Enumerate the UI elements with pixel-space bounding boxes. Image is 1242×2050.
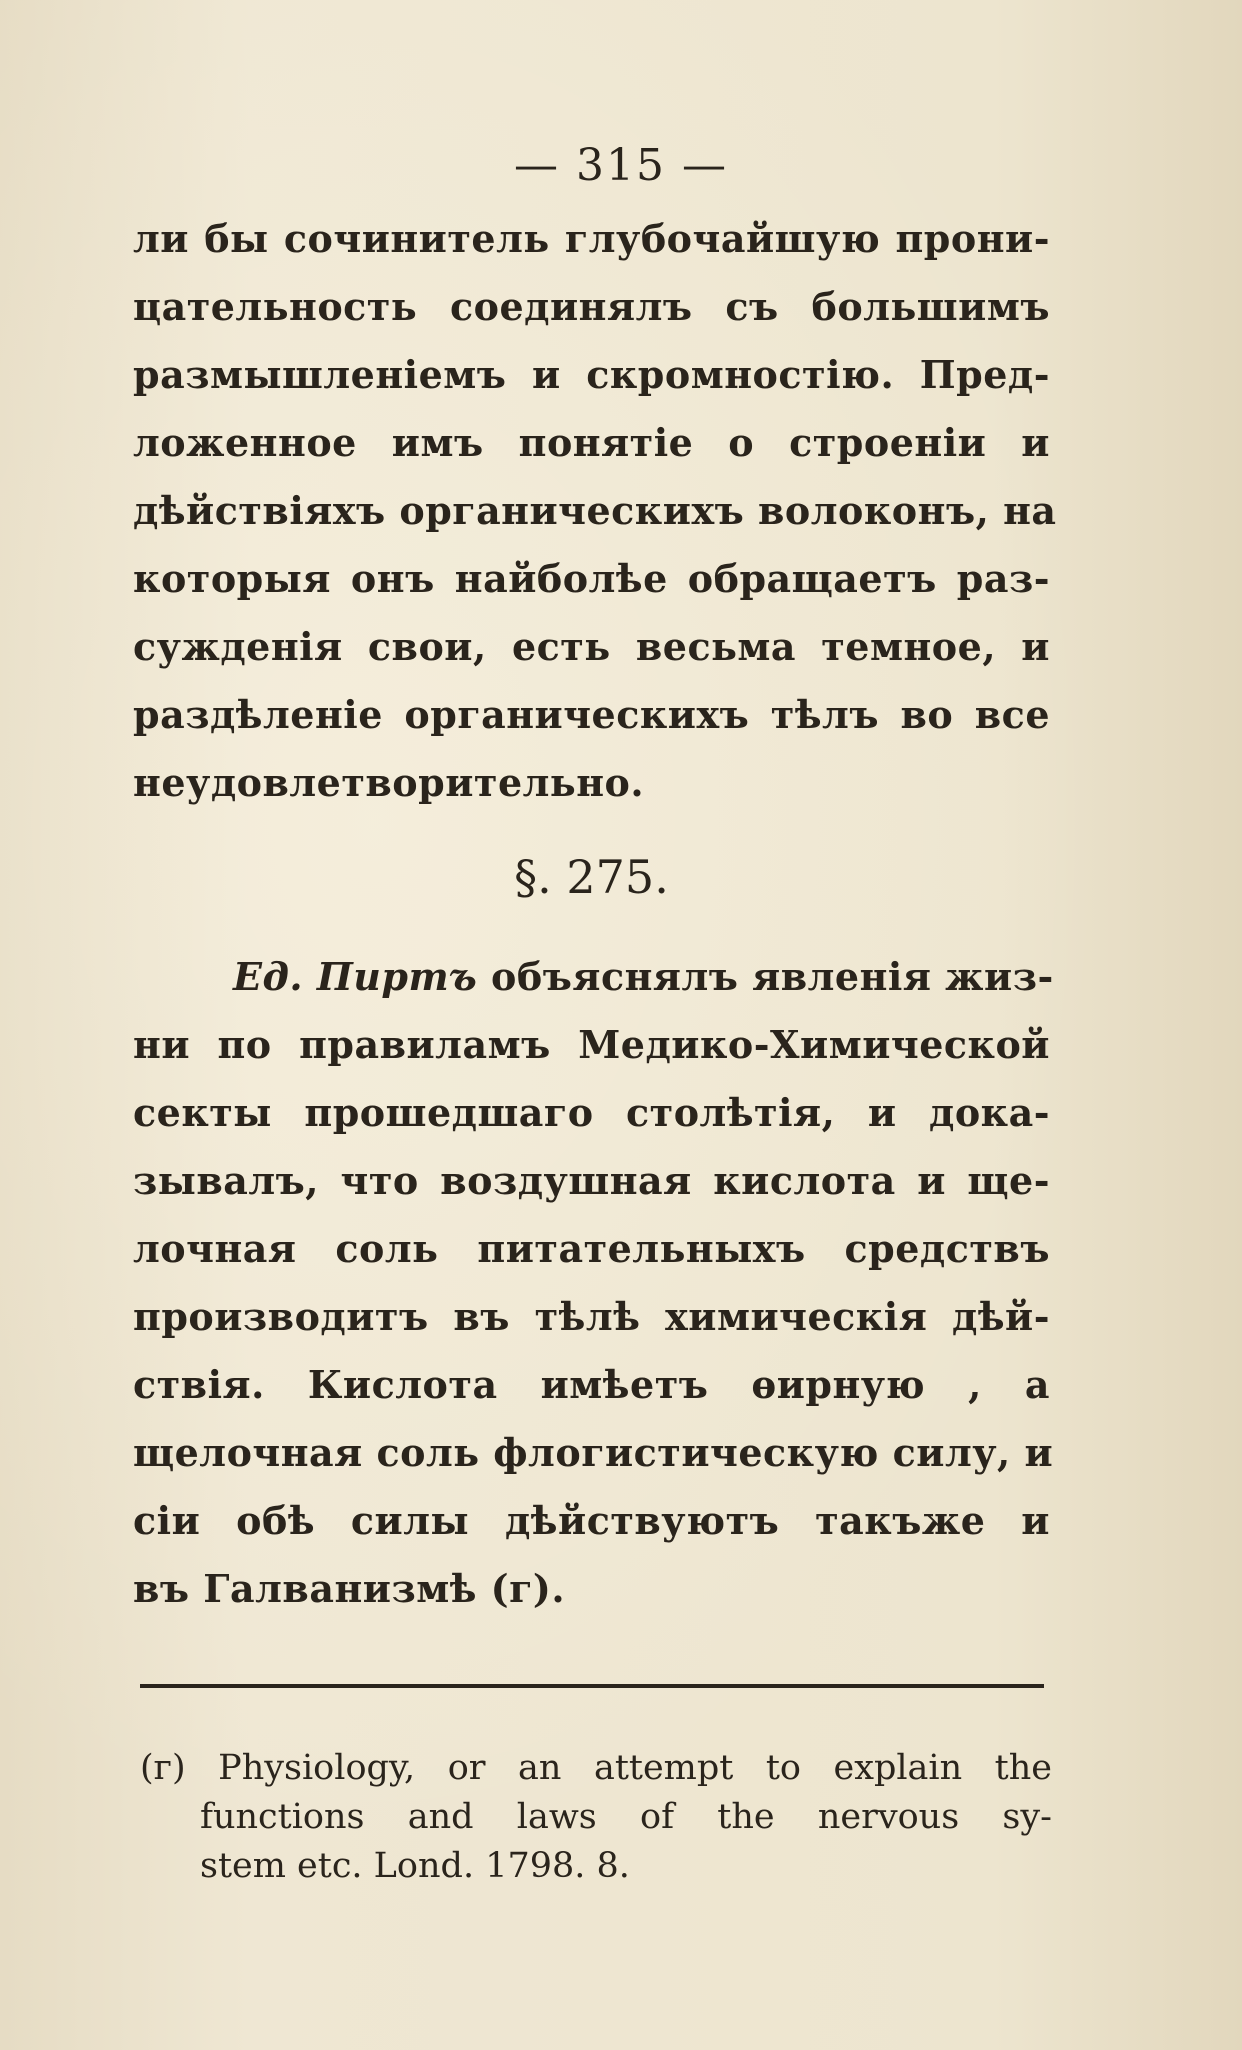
text-line: ложенное имъ понятіе о строеніи и <box>133 420 1050 465</box>
text-line: лочная соль питательныхъ средствъ <box>133 1226 1050 1271</box>
text-line: сужденія свои, есть весьма темное, и <box>133 624 1050 669</box>
text-line: неудовлетворительно. <box>133 760 645 805</box>
text-line: цательность соединялъ съ большимъ <box>133 284 1050 329</box>
section-heading: §. 275. <box>514 850 669 904</box>
footnote-line: (г) Physiology, or an attempt to explain the <box>140 1748 1052 1788</box>
text-fragment: объяснялъ явленія жиз- <box>491 954 1054 999</box>
text-line: ли бы сочинитель глубочайшую прони- <box>133 216 1050 261</box>
text-line: сіи обѣ силы дѣйствуютъ такъже и <box>133 1498 1050 1543</box>
footnote <box>140 1744 1052 1891</box>
main-text <box>133 205 1057 1623</box>
text-line: секты прошедшаго столѣтія, и дока- <box>133 1090 1050 1135</box>
text-line: щелочная соль флогистическую силу, и <box>133 1430 1054 1475</box>
text-line: ствія. Кислота имѣетъ ѳирную , а <box>133 1362 1050 1407</box>
text-line: которыя онъ найболѣе обращаетъ раз- <box>133 556 1050 601</box>
text-line: въ Галванизмѣ (г). <box>133 1566 566 1611</box>
footnote-line: stem etc. Lond. 1798. 8. <box>200 1846 630 1886</box>
author-name: Ед. Пиртъ <box>233 954 478 999</box>
page-number: — 315 — <box>514 140 728 191</box>
text-line: размышленіемъ и скромностію. Пред- <box>133 352 1050 397</box>
text-line: раздѣленіе органическихъ тѣлъ во все <box>133 692 1050 737</box>
text-line: ни по правиламъ Медико-Химической <box>133 1022 1050 1067</box>
footnote-line: functions and laws of the nervous sy- <box>200 1797 1052 1837</box>
text-line: зывалъ, что воздушная кислота и ще- <box>133 1158 1050 1203</box>
text-line-first <box>133 943 1054 1011</box>
text-line: производитъ въ тѣлѣ химическія дѣй- <box>133 1294 1050 1339</box>
footnote-divider <box>140 1684 1044 1688</box>
text-line: дѣйствіяхъ органическихъ волоконъ, на <box>133 488 1057 533</box>
